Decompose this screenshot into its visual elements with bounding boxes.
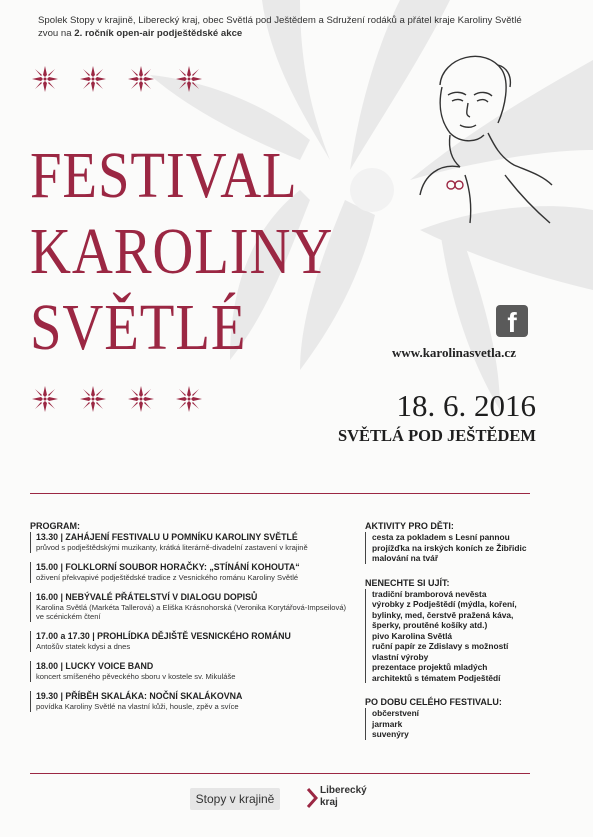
divider-bottom	[30, 773, 530, 774]
list-item: cesta za pokladem s Lesní pannou	[372, 532, 510, 542]
whole-festival-heading: PO DOBU CELÉHO FESTIVALU:	[365, 697, 502, 707]
program-item-desc: povídka Karoliny Světlé na vlastní kůži, housle, zpěv a svíce	[36, 701, 239, 711]
intro-text	[38, 14, 558, 40]
intro-line-2: zvou na 2. ročník open-air podještědské akce	[38, 28, 243, 39]
list-item: šperky, proutěné košíky atd.)	[372, 620, 488, 630]
program-heading: PROGRAM:	[30, 521, 80, 531]
dont-miss-heading: NENECHTE SI UJÍT:	[365, 577, 450, 588]
festival-title	[30, 138, 333, 366]
list-item: prezentace projektů mladých	[372, 662, 488, 672]
ornament-icon	[174, 384, 204, 414]
kids-list	[365, 532, 555, 564]
program-section	[30, 521, 350, 721]
top-ornament-row	[30, 64, 204, 98]
title-line-1: FESTIVAL	[30, 139, 298, 212]
ornament-icon	[30, 384, 60, 414]
event-date: 18. 6. 2016	[396, 388, 536, 423]
program-item-head: 16.00 | NEBÝVALÉ PŘÁTELSTVÍ V DIALOGU DOPISŮ	[36, 591, 258, 602]
liberecky-kraj-logo: Liberecký kraj	[320, 785, 367, 808]
whole-festival-list	[365, 708, 555, 740]
list-item: architektů s tématem Podještědí	[372, 672, 501, 683]
list-item: vlastní výroby	[372, 651, 429, 662]
dont-miss-list	[365, 589, 555, 684]
ornament-icon	[174, 64, 204, 94]
program-item-head: 19.30 | PŘÍBĚH SKALÁKA: NOČNÍ SKALÁKOVNA	[36, 690, 243, 701]
program-item-head: 18.00 | LUCKY VOICE BAND	[36, 660, 154, 671]
divider-top	[30, 493, 530, 494]
ornament-icon	[30, 64, 60, 94]
program-item	[30, 592, 350, 623]
portrait-illustration	[410, 45, 560, 225]
program-item-desc: průvod s podještědskými muzikanty, krátká literárně-divadelní zastavení v krajině	[36, 543, 308, 552]
list-item: malování na tvář	[372, 553, 439, 563]
kids-heading: AKTIVITY PRO DĚTI:	[365, 521, 454, 531]
stopy-v-krajine-logo: Stopy v krajině	[190, 788, 280, 810]
program-item	[30, 562, 350, 583]
program-item	[30, 532, 350, 553]
program-item	[30, 631, 350, 652]
program-item-head: 17.00 a 17.30 | PROHLÍDKA DĚJIŠTĚ VESNICKÉHO ROMÁNU	[36, 631, 291, 642]
partner-logos	[0, 785, 593, 825]
ornament-icon	[78, 64, 108, 94]
list-item: pivo Karolina Světlá	[372, 630, 453, 641]
liberecky-kraj-mark-icon	[306, 787, 318, 809]
program-item-head: 13.30 | ZAHÁJENÍ FESTIVALU U POMNÍKU KAROLINY SVĚTLÉ	[36, 532, 298, 542]
program-item	[30, 691, 350, 712]
program-item-desc: Antošův statek kdysi a dnes	[36, 642, 131, 652]
list-item: suvenýry	[372, 729, 409, 739]
title-line-2: KAROLINY	[30, 215, 334, 288]
list-item: výrobky z Podještědí (mýdla, koření,	[372, 599, 517, 609]
ornament-icon	[126, 64, 156, 94]
title-line-3: SVĚTLÉ	[30, 291, 247, 364]
activities-section	[365, 521, 555, 754]
list-item: projížďka na irských koních ze Žibřidic	[372, 542, 527, 553]
list-item: tradiční bramborová nevěsta	[372, 588, 487, 599]
facebook-icon[interactable]: f	[496, 305, 528, 337]
program-item-desc-2: ve scénickém čtení	[36, 612, 101, 622]
intro-highlight: 2. ročník open-air podještědské akce	[74, 28, 243, 39]
ornament-icon	[126, 384, 156, 414]
intro-line-1: Spolek Stopy v krajině, Liberecký kraj, obec Světlá pod Ještědem a Sdružení rodáků a přátel kraje Karoliny Světlé	[38, 15, 522, 26]
program-item-desc: koncert smíšeného pěveckého sboru v kostele sv. Mikuláše	[36, 671, 236, 681]
program-item-head: 15.00 | FOLKLORNÍ SOUBOR HORAČKY: „STÍNÁNÍ KOHOUTA“	[36, 561, 300, 572]
program-item-desc: Karolina Světlá (Markéta Tallerová) a Eliška Krásnohorská (Veronika Korytářová-Impseilová)	[36, 602, 347, 612]
list-item: ruční papír ze Zdislavy s možností	[372, 641, 509, 651]
list-item: občerstvení	[372, 708, 420, 718]
event-place: SVĚTLÁ POD JEŠTĚDEM	[337, 426, 536, 445]
list-item: bylinky, med, čerstvě pražená káva,	[372, 609, 514, 620]
program-item-desc: oživení překvapivé podještědské tradice z Vesnického románu Karoliny Světlé	[36, 572, 299, 582]
ornament-icon	[78, 384, 108, 414]
bottom-ornament-row	[30, 384, 204, 418]
list-item: jarmark	[372, 718, 403, 729]
website-link[interactable]: www.karolinasvetla.cz	[392, 345, 516, 360]
program-item	[30, 661, 350, 682]
